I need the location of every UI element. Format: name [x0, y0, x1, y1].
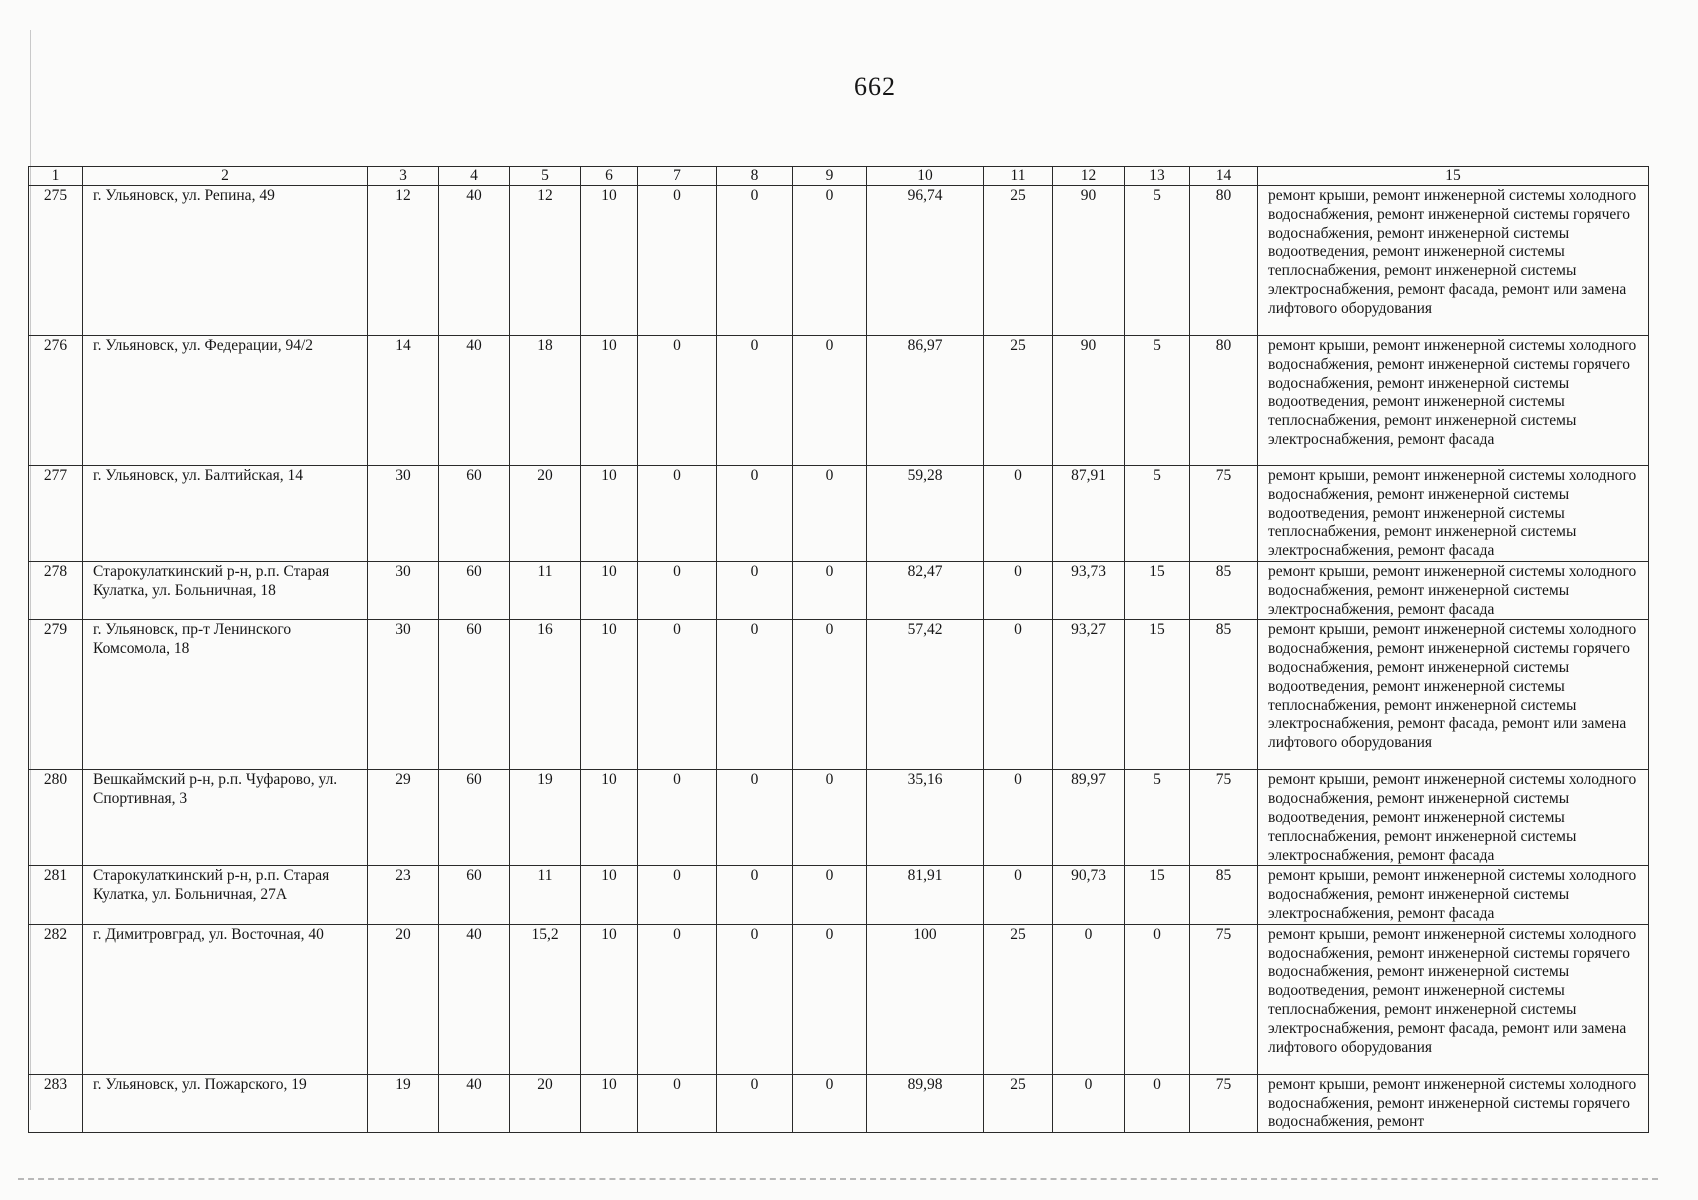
col10-cell: 35,16 [867, 770, 984, 866]
col11-cell: 0 [984, 770, 1053, 866]
address-cell: г. Димитровград, ул. Восточная, 40 [83, 924, 368, 1074]
col10-cell: 100 [867, 924, 984, 1074]
col3-cell: 29 [368, 770, 439, 866]
col14-cell: 75 [1190, 924, 1258, 1074]
col6-cell: 10 [581, 924, 638, 1074]
col4-cell: 40 [439, 336, 510, 466]
col9-cell: 0 [793, 620, 867, 770]
col7-cell: 0 [638, 466, 717, 562]
col11-cell: 25 [984, 336, 1053, 466]
col4-cell: 60 [439, 466, 510, 562]
col7-cell: 0 [638, 1074, 717, 1132]
table-row [29, 186, 1649, 336]
works-cell: ремонт крыши, ремонт инженерной системы холодного водоснабжения, ремонт инженерной системы водоотведения, ремонт инженерной системы теплоснабжения, ремонт инженерной системы электроснабжения, ремонт фасада [1258, 466, 1649, 562]
header-col-9: 9 [793, 167, 867, 186]
col14-cell: 75 [1190, 1074, 1258, 1132]
header-col-8: 8 [717, 167, 793, 186]
col10-cell: 82,47 [867, 561, 984, 619]
scan-bottom-rule [18, 1178, 1658, 1180]
col13-cell: 5 [1125, 770, 1190, 866]
col4-cell: 40 [439, 186, 510, 336]
col9-cell: 0 [793, 186, 867, 336]
col14-cell: 85 [1190, 561, 1258, 619]
address-cell: г. Ульяновск, ул. Балтийская, 14 [83, 466, 368, 562]
col3-cell: 12 [368, 186, 439, 336]
col12-cell: 87,91 [1053, 466, 1125, 562]
col9-cell: 0 [793, 866, 867, 924]
col9-cell: 0 [793, 466, 867, 562]
col10-cell: 96,74 [867, 186, 984, 336]
col14-cell: 85 [1190, 620, 1258, 770]
works-cell: ремонт крыши, ремонт инженерной системы холодного водоснабжения, ремонт инженерной системы горячего водоснабжения, ремонт инженерной системы водоотведения, ремонт инженерной системы теплоснабжения, ремонт инженерной системы электроснабжения, ремонт фасада, ремонт или замена лифтового оборудования [1258, 620, 1649, 770]
col11-cell: 25 [984, 1074, 1053, 1132]
col7-cell: 0 [638, 770, 717, 866]
row-number: 278 [29, 561, 83, 619]
col8-cell: 0 [717, 770, 793, 866]
row-number: 277 [29, 466, 83, 562]
col6-cell: 10 [581, 561, 638, 619]
repair-program-table [28, 166, 1649, 1133]
col8-cell: 0 [717, 336, 793, 466]
col8-cell: 0 [717, 924, 793, 1074]
col6-cell: 10 [581, 1074, 638, 1132]
col9-cell: 0 [793, 561, 867, 619]
col3-cell: 30 [368, 561, 439, 619]
col3-cell: 19 [368, 1074, 439, 1132]
col6-cell: 10 [581, 866, 638, 924]
col6-cell: 10 [581, 336, 638, 466]
col3-cell: 30 [368, 620, 439, 770]
col11-cell: 0 [984, 620, 1053, 770]
header-col-11: 11 [984, 167, 1053, 186]
col13-cell: 5 [1125, 466, 1190, 562]
page-number: 662 [854, 72, 896, 101]
header-col-7: 7 [638, 167, 717, 186]
col4-cell: 60 [439, 561, 510, 619]
address-cell: Старокулаткинский р-н, р.п. Старая Кулатка, ул. Больничная, 27А [83, 866, 368, 924]
col13-cell: 5 [1125, 186, 1190, 336]
col11-cell: 0 [984, 561, 1053, 619]
table-row [29, 336, 1649, 466]
works-cell: ремонт крыши, ремонт инженерной системы холодного водоснабжения, ремонт инженерной системы электроснабжения, ремонт фасада [1258, 561, 1649, 619]
header-col-6: 6 [581, 167, 638, 186]
col8-cell: 0 [717, 466, 793, 562]
col12-cell: 93,27 [1053, 620, 1125, 770]
header-col-1: 1 [29, 167, 83, 186]
row-number: 280 [29, 770, 83, 866]
row-number: 281 [29, 866, 83, 924]
table-row [29, 924, 1649, 1074]
header-col-10: 10 [867, 167, 984, 186]
col4-cell: 60 [439, 770, 510, 866]
row-number: 279 [29, 620, 83, 770]
col12-cell: 93,73 [1053, 561, 1125, 619]
works-cell: ремонт крыши, ремонт инженерной системы холодного водоснабжения, ремонт инженерной системы водоотведения, ремонт инженерной системы теплоснабжения, ремонт инженерной системы электроснабжения, ремонт фасада [1258, 770, 1649, 866]
col9-cell: 0 [793, 1074, 867, 1132]
col3-cell: 20 [368, 924, 439, 1074]
row-number: 276 [29, 336, 83, 466]
col12-cell: 90 [1053, 336, 1125, 466]
col8-cell: 0 [717, 561, 793, 619]
table-row [29, 561, 1649, 619]
works-cell: ремонт крыши, ремонт инженерной системы холодного водоснабжения, ремонт инженерной системы горячего водоснабжения, ремонт инженерной системы водоотведения, ремонт инженерной системы теплоснабжения, ремонт инженерной системы электроснабжения, ремонт фасада, ремонт или замена лифтового оборудования [1258, 186, 1649, 336]
header-col-13: 13 [1125, 167, 1190, 186]
address-cell: Старокулаткинский р-н, р.п. Старая Кулатка, ул. Больничная, 18 [83, 561, 368, 619]
table-row [29, 866, 1649, 924]
works-cell: ремонт крыши, ремонт инженерной системы холодного водоснабжения, ремонт инженерной системы электроснабжения, ремонт фасада [1258, 866, 1649, 924]
col12-cell: 0 [1053, 1074, 1125, 1132]
table-row [29, 1074, 1649, 1132]
col8-cell: 0 [717, 866, 793, 924]
header-col-15: 15 [1258, 167, 1649, 186]
col5-cell: 11 [510, 561, 581, 619]
col10-cell: 57,42 [867, 620, 984, 770]
col3-cell: 14 [368, 336, 439, 466]
col10-cell: 86,97 [867, 336, 984, 466]
col9-cell: 0 [793, 924, 867, 1074]
col10-cell: 81,91 [867, 866, 984, 924]
col12-cell: 90 [1053, 186, 1125, 336]
col5-cell: 11 [510, 866, 581, 924]
col11-cell: 25 [984, 186, 1053, 336]
col11-cell: 0 [984, 866, 1053, 924]
col14-cell: 85 [1190, 866, 1258, 924]
col5-cell: 19 [510, 770, 581, 866]
col5-cell: 12 [510, 186, 581, 336]
address-cell: г. Ульяновск, ул. Репина, 49 [83, 186, 368, 336]
table-row [29, 620, 1649, 770]
col8-cell: 0 [717, 620, 793, 770]
col9-cell: 0 [793, 336, 867, 466]
col13-cell: 5 [1125, 336, 1190, 466]
col5-cell: 18 [510, 336, 581, 466]
col7-cell: 0 [638, 924, 717, 1074]
col5-cell: 20 [510, 466, 581, 562]
address-cell: Вешкаймский р-н, р.п. Чуфарово, ул. Спортивная, 3 [83, 770, 368, 866]
col7-cell: 0 [638, 561, 717, 619]
col11-cell: 25 [984, 924, 1053, 1074]
col14-cell: 80 [1190, 336, 1258, 466]
header-col-2: 2 [83, 167, 368, 186]
col6-cell: 10 [581, 186, 638, 336]
header-col-4: 4 [439, 167, 510, 186]
table-row [29, 466, 1649, 562]
col4-cell: 60 [439, 620, 510, 770]
col9-cell: 0 [793, 770, 867, 866]
col3-cell: 23 [368, 866, 439, 924]
col13-cell: 15 [1125, 866, 1190, 924]
address-cell: г. Ульяновск, пр-т Ленинского Комсомола, 18 [83, 620, 368, 770]
col12-cell: 89,97 [1053, 770, 1125, 866]
col10-cell: 59,28 [867, 466, 984, 562]
works-cell: ремонт крыши, ремонт инженерной системы холодного водоснабжения, ремонт инженерной системы горячего водоснабжения, ремонт [1258, 1074, 1649, 1132]
header-col-14: 14 [1190, 167, 1258, 186]
col14-cell: 75 [1190, 770, 1258, 866]
col3-cell: 30 [368, 466, 439, 562]
col7-cell: 0 [638, 186, 717, 336]
col4-cell: 40 [439, 1074, 510, 1132]
col5-cell: 15,2 [510, 924, 581, 1074]
col8-cell: 0 [717, 186, 793, 336]
col12-cell: 90,73 [1053, 866, 1125, 924]
col4-cell: 60 [439, 866, 510, 924]
col13-cell: 15 [1125, 561, 1190, 619]
header-col-5: 5 [510, 167, 581, 186]
works-cell: ремонт крыши, ремонт инженерной системы холодного водоснабжения, ремонт инженерной системы горячего водоснабжения, ремонт инженерной системы водоотведения, ремонт инженерной системы теплоснабжения, ремонт инженерной системы электроснабжения, ремонт фасада [1258, 336, 1649, 466]
col8-cell: 0 [717, 1074, 793, 1132]
col14-cell: 75 [1190, 466, 1258, 562]
table-body [29, 186, 1649, 1133]
col5-cell: 20 [510, 1074, 581, 1132]
works-cell: ремонт крыши, ремонт инженерной системы холодного водоснабжения, ремонт инженерной системы горячего водоснабжения, ремонт инженерной системы водоотведения, ремонт инженерной системы теплоснабжения, ремонт инженерной системы электроснабжения, ремонт фасада, ремонт или замена лифтового оборудования [1258, 924, 1649, 1074]
col13-cell: 15 [1125, 620, 1190, 770]
col13-cell: 0 [1125, 1074, 1190, 1132]
col7-cell: 0 [638, 866, 717, 924]
col6-cell: 10 [581, 466, 638, 562]
col11-cell: 0 [984, 466, 1053, 562]
col10-cell: 89,98 [867, 1074, 984, 1132]
col12-cell: 0 [1053, 924, 1125, 1074]
col6-cell: 10 [581, 770, 638, 866]
row-number: 283 [29, 1074, 83, 1132]
table-header [29, 167, 1649, 186]
header-col-12: 12 [1053, 167, 1125, 186]
col7-cell: 0 [638, 620, 717, 770]
col7-cell: 0 [638, 336, 717, 466]
header-col-3: 3 [368, 167, 439, 186]
col13-cell: 0 [1125, 924, 1190, 1074]
row-number: 275 [29, 186, 83, 336]
col6-cell: 10 [581, 620, 638, 770]
table-row [29, 770, 1649, 866]
row-number: 282 [29, 924, 83, 1074]
header-row [29, 167, 1649, 186]
address-cell: г. Ульяновск, ул. Пожарского, 19 [83, 1074, 368, 1132]
col4-cell: 40 [439, 924, 510, 1074]
col5-cell: 16 [510, 620, 581, 770]
col14-cell: 80 [1190, 186, 1258, 336]
address-cell: г. Ульяновск, ул. Федерации, 94/2 [83, 336, 368, 466]
